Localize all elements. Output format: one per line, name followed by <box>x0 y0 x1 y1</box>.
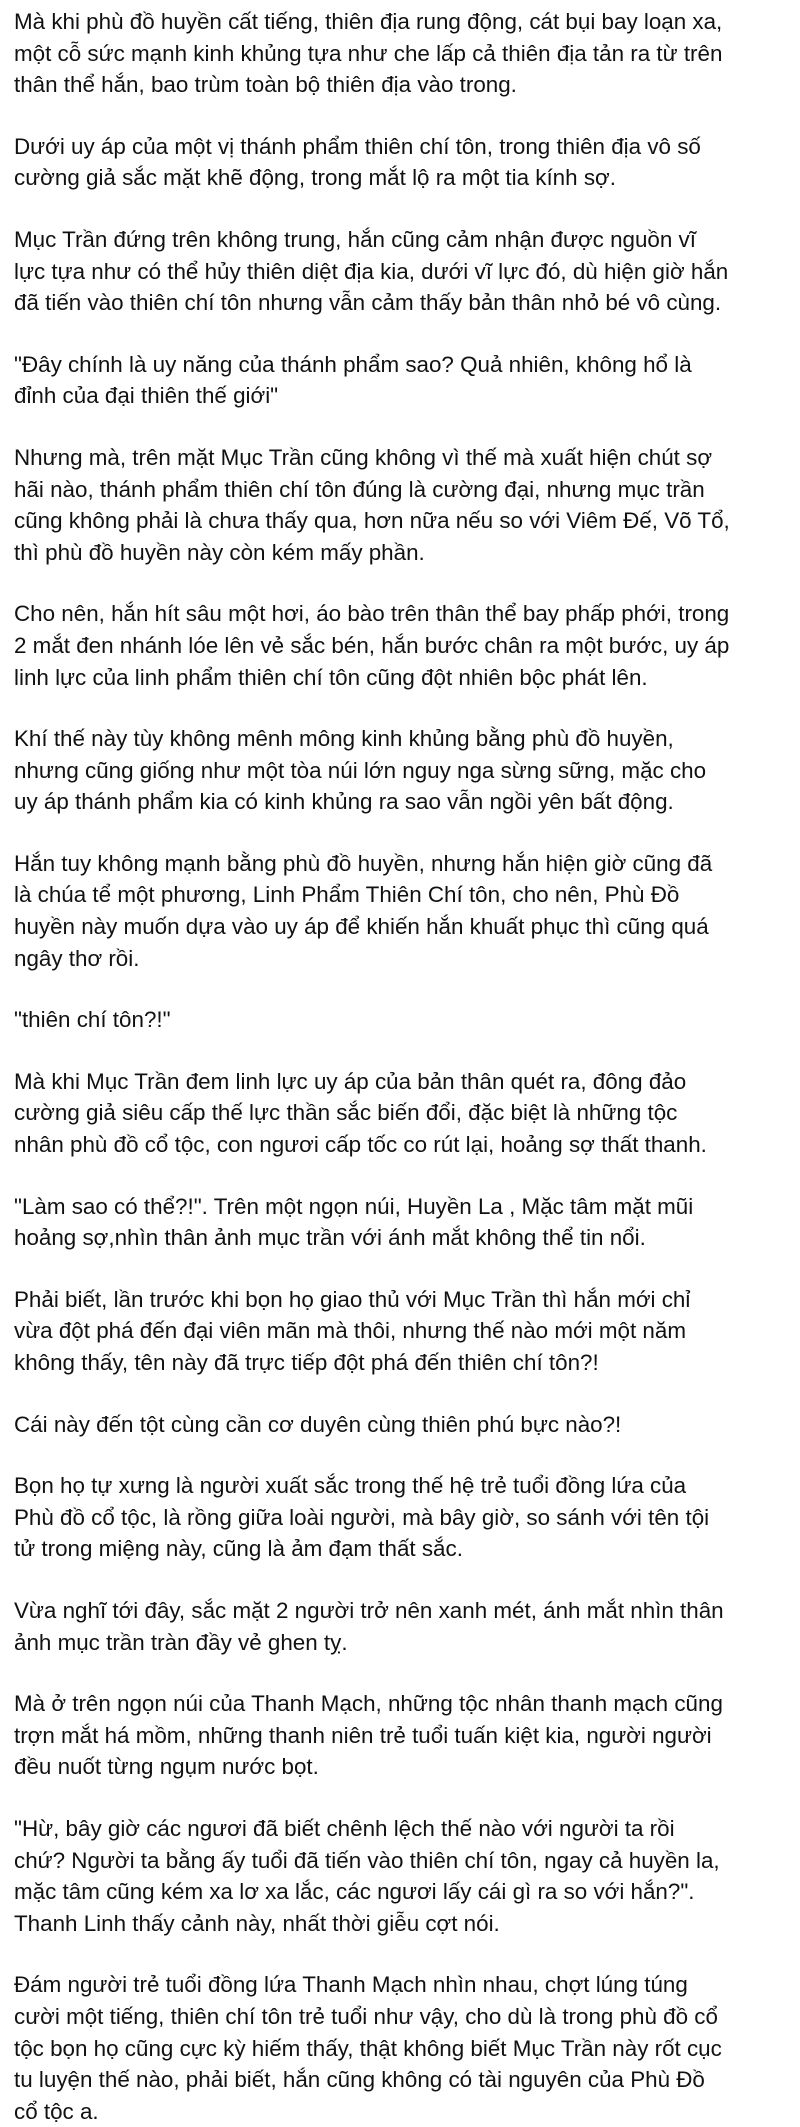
paragraph: Phải biết, lần trước khi bọn họ giao thủ với Mục Trần thì hắn mới chỉ vừa đột phá đến đại viên mãn mà thôi, nhưng thế nào mới một năm không thấy, tên này đã trực tiếp đột phá đến thiên chí tôn?! <box>14 1286 691 1375</box>
paragraph: Dưới uy áp của một vị thánh phẩm thiên chí tôn, trong thiên địa vô số cường giả sắc mặt khẽ động, trong mắt lộ ra một tia kính sợ. <box>14 133 701 191</box>
paragraph: Bọn họ tự xưng là người xuất sắc trong thế hệ trẻ tuổi đồng lứa của Phù đồ cổ tộc, là rồng giữa loài người, mà bây giờ, so sánh với tên tội tử trong miệng này, cũng là ảm đạm thất sắc. <box>14 1473 710 1562</box>
paragraph: Khí thế này tùy không mênh mông kinh khủng bằng phù đồ huyền, nhưng cũng giống như một tòa núi lớn nguy nga sừng sững, mặc cho uy áp thánh phẩm kia có kinh khủng ra sao vẫn ngồi yên bất động. <box>14 726 707 815</box>
paragraph: Mà khi phù đồ huyền cất tiếng, thiên địa rung động, cát bụi bay loạn xa, một cỗ sức mạnh kinh khủng tựa như che lấp cả thiên địa tản ra từ trên thân thể hắn, bao trùm toàn bộ thiên địa vào trong. <box>14 9 723 98</box>
paragraph: Cái này đến tột cùng cần cơ duyên cùng thiên phú bực nào?! <box>14 1411 622 1437</box>
document-body <box>14 6 794 2127</box>
paragraph: Cho nên, hắn hít sâu một hơi, áo bào trên thân thể bay phấp phới, trong 2 mắt đen nhánh lóe lên vẻ sắc bén, hắn bước chân ra một bước, uy áp linh lực của linh phẩm thiên chí tôn cũng đột nhiên bộc phát lên. <box>14 601 730 690</box>
paragraph: Mục Trần đứng trên không trung, hắn cũng cảm nhận được nguồn vĩ lực tựa như có thể hủy thiên diệt địa kia, dưới vĩ lực đó, dù hiện giờ hắn đã tiến vào thiên chí tôn nhưng vẫn cảm thấy bản thân nhỏ bé vô cùng. <box>14 226 729 316</box>
paragraph: Đám người trẻ tuổi đồng lứa Thanh Mạch nhìn nhau, chợt lúng túng cười một tiếng, thiên chí tôn trẻ tuổi như vậy, cho dù là trong phù đồ cổ tộc bọn họ cũng cực kỳ hiếm thấy, thật không biết Mục Trần này rốt cục tu luyện thế nào, phải biết, hắn cũng không có tài nguyên của Phù Đồ cổ tộc a. <box>14 1972 722 2124</box>
paragraph: Mà khi Mục Trần đem linh lực uy áp của bản thân quét ra, đông đảo cường giả siêu cấp thế lực thần sắc biến đổi, đặc biệt là những tộc nhân phù đồ cổ tộc, con ngươi cấp tốc co rút lại, hoảng sợ thất thanh. <box>14 1068 707 1158</box>
paragraph: "Đây chính là uy năng của thánh phẩm sao? Quả nhiên, không hổ là đỉnh của đại thiên thế giới" <box>14 351 692 409</box>
paragraph: Vừa nghĩ tới đây, sắc mặt 2 người trở nên xanh mét, ánh mắt nhìn thân ảnh mục trần tràn đầy vẻ ghen tỵ. <box>14 1597 724 1655</box>
paragraph: "Làm sao có thể?!". Trên một ngọn núi, Huyền La , Mặc tâm mặt mũi hoảng sợ,nhìn thân ảnh mục trần với ánh mắt không thể tin nổi. <box>14 1193 694 1251</box>
paragraph: Hắn tuy không mạnh bằng phù đồ huyền, nhưng hắn hiện giờ cũng đã là chúa tể một phương, Linh Phẩm Thiên Chí tôn, cho nên, Phù Đồ huyền này muốn dựa vào uy áp để khiến hắn khuất phục thì cũng quá ngây thơ rồi. <box>14 850 713 971</box>
paragraph: Mà ở trên ngọn núi của Thanh Mạch, những tộc nhân thanh mạch cũng trợn mắt há mồm, những thanh niên trẻ tuổi tuấn kiệt kia, người người đều nuốt từng ngụm nước bọt. <box>14 1691 723 1780</box>
paragraph: "Hừ, bây giờ các ngươi đã biết chênh lệch thế nào với người ta rồi chứ? Người ta bằng ấy tuổi đã tiến vào thiên chí tôn, ngay cả huyền la, mặc tâm cũng kém xa lơ xa lắc, các ngươi lấy cái gì ra so với hắn?". Thanh Linh thấy cảnh này, nhất thời giễu cợt nói. <box>14 1815 720 1936</box>
paragraph: "thiên chí tôn?!" <box>14 1007 171 1033</box>
paragraph: Nhưng mà, trên mặt Mục Trần cũng không vì thế mà xuất hiện chút sợ hãi nào, thánh phẩm thiên chí tôn đúng là cường đại, nhưng mục trần cũng không phải là chưa thấy qua, hơn nữa nếu so với Viêm Đế, Võ Tổ, thì phù đồ huyền này còn kém mấy phần. <box>14 444 730 565</box>
